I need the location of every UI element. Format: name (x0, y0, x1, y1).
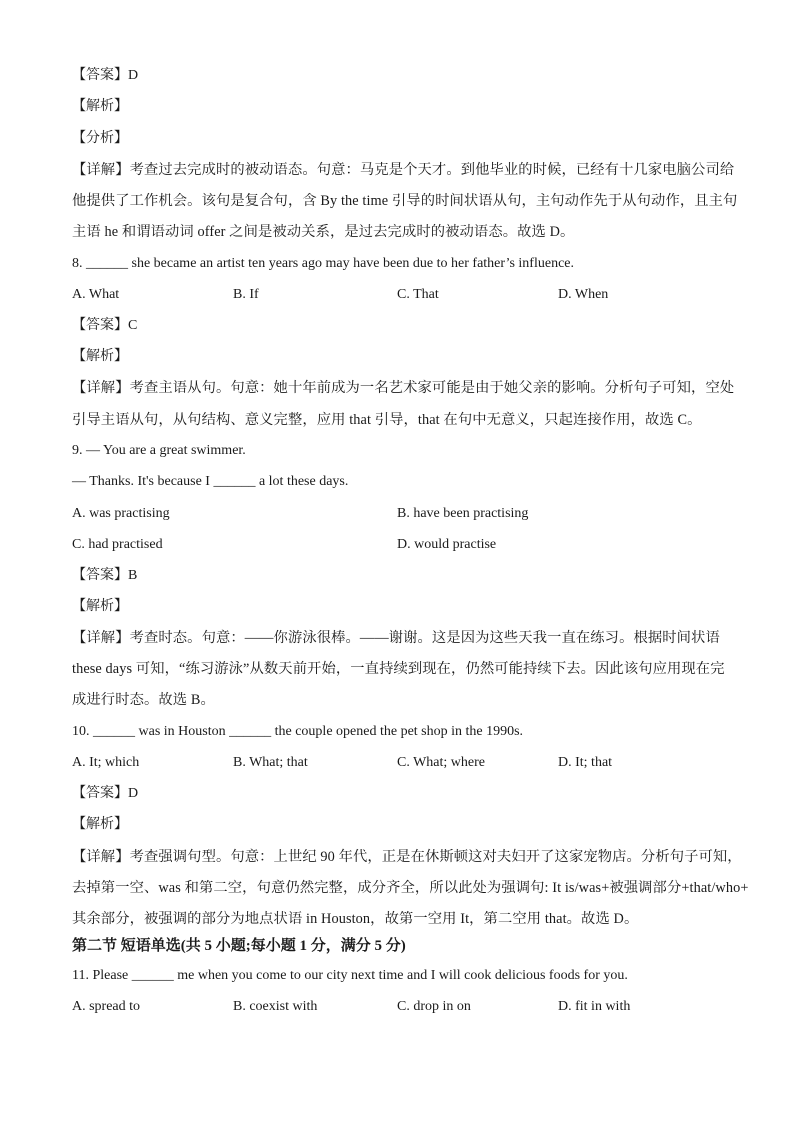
q8-answer: 【答案】C (72, 318, 138, 333)
q8-detail-line-2: 引导主语从句，从句结构、意义完整，应用 that 引导，that 在句中无意义，只起连接作用，故选 C。 (72, 412, 702, 428)
q7-detail-line-3: 主语 he 和谓语动词 offer 之间是被动关系，是过去完成时的被动语态。故选 D。 (72, 224, 575, 240)
q9-answer: 【答案】B (72, 568, 138, 583)
q9-option-d: D. would practise (397, 537, 497, 552)
q10-option-a: A. It; which (72, 755, 140, 770)
q7-fenxi-heading: 【分析】 (72, 131, 128, 146)
q8-option-c: C. That (397, 287, 439, 302)
q8-detail-line-1: 【详解】考查主语从句。句意：她十年前成为一名艺术家可能是由于她父亲的影响。分析句子可知，空处 (72, 380, 735, 396)
q7-analysis-heading: 【解析】 (72, 99, 128, 114)
q8-option-b: B. If (233, 287, 259, 302)
q8-stem: 8. ______ she became an artist ten years ago may have been due to her father’s influence. (72, 256, 574, 271)
q8-option-a: A. What (72, 287, 120, 302)
q9-detail-line-1: 【详解】考查时态。句意：——你游泳很棒。——谢谢。这是因为这些天我一直在练习。根据时间状语 (72, 630, 720, 646)
section-2-heading: 第二节 短语单选(共 5 小题;每小题 1 分，满分 5 分) (72, 938, 406, 954)
q11-option-b: B. coexist with (233, 999, 318, 1014)
q10-detail-line-1: 【详解】考查强调句型。句意：上世纪 90 年代，正是在休斯顿这对夫妇开了这家宠物店。分析句子可知， (72, 849, 742, 865)
q9-option-a: A. was practising (72, 506, 170, 521)
q9-option-c: C. had practised (72, 537, 163, 552)
q11-option-a: A. spread to (72, 999, 141, 1014)
q7-answer: 【答案】D (72, 68, 139, 83)
q10-stem: 10. ______ was in Houston ______ the couple opened the pet shop in the 1990s. (72, 724, 524, 739)
q10-answer: 【答案】D (72, 786, 139, 801)
q9-detail-line-2: these days 可知，“练习游泳”从数天前开始，一直持续到现在，仍然可能持续下去。因此该句应用现在完 (72, 661, 725, 677)
q10-option-b: B. What; that (233, 755, 308, 770)
q7-detail-line-1: 【详解】考查过去完成时的被动语态。句意：马克是个天才。到他毕业的时候，已经有十几家电脑公司给 (72, 162, 735, 178)
q9-analysis-heading: 【解析】 (72, 599, 128, 614)
q8-analysis-heading: 【解析】 (72, 349, 128, 364)
q10-option-c: C. What; where (397, 755, 485, 770)
q11-stem: 11. Please ______ me when you come to our city next time and I will cook delicious foods for you. (72, 968, 628, 983)
q10-detail-line-3: 其余部分，被强调的部分为地点状语 in Houston，故第一空用 It，第二空用 that。故选 D。 (72, 911, 639, 927)
q9-detail-line-3: 成进行时态。故选 B。 (72, 692, 215, 708)
q9-stem-line-1: 9. — You are a great swimmer. (72, 443, 246, 458)
q10-analysis-heading: 【解析】 (72, 817, 128, 832)
q11-option-c: C. drop in on (397, 999, 471, 1014)
q11-option-d: D. fit in with (558, 999, 631, 1014)
q9-stem-line-2: — Thanks. It's because I ______ a lot these days. (72, 474, 349, 489)
q8-option-d: D. When (558, 287, 609, 302)
q7-detail-line-2: 他提供了工作机会。该句是复合句，含 By the time 引导的时间状语从句，主句动作先于从句动作，且主句 (72, 193, 738, 209)
q10-option-d: D. It; that (558, 755, 613, 770)
q9-option-b: B. have been practising (397, 506, 529, 521)
q10-detail-line-2: 去掉第一空、was 和第二空，句意仍然完整，成分齐全，所以此处为强调句: It is/was+被强调部分+that/who+ (72, 880, 749, 896)
